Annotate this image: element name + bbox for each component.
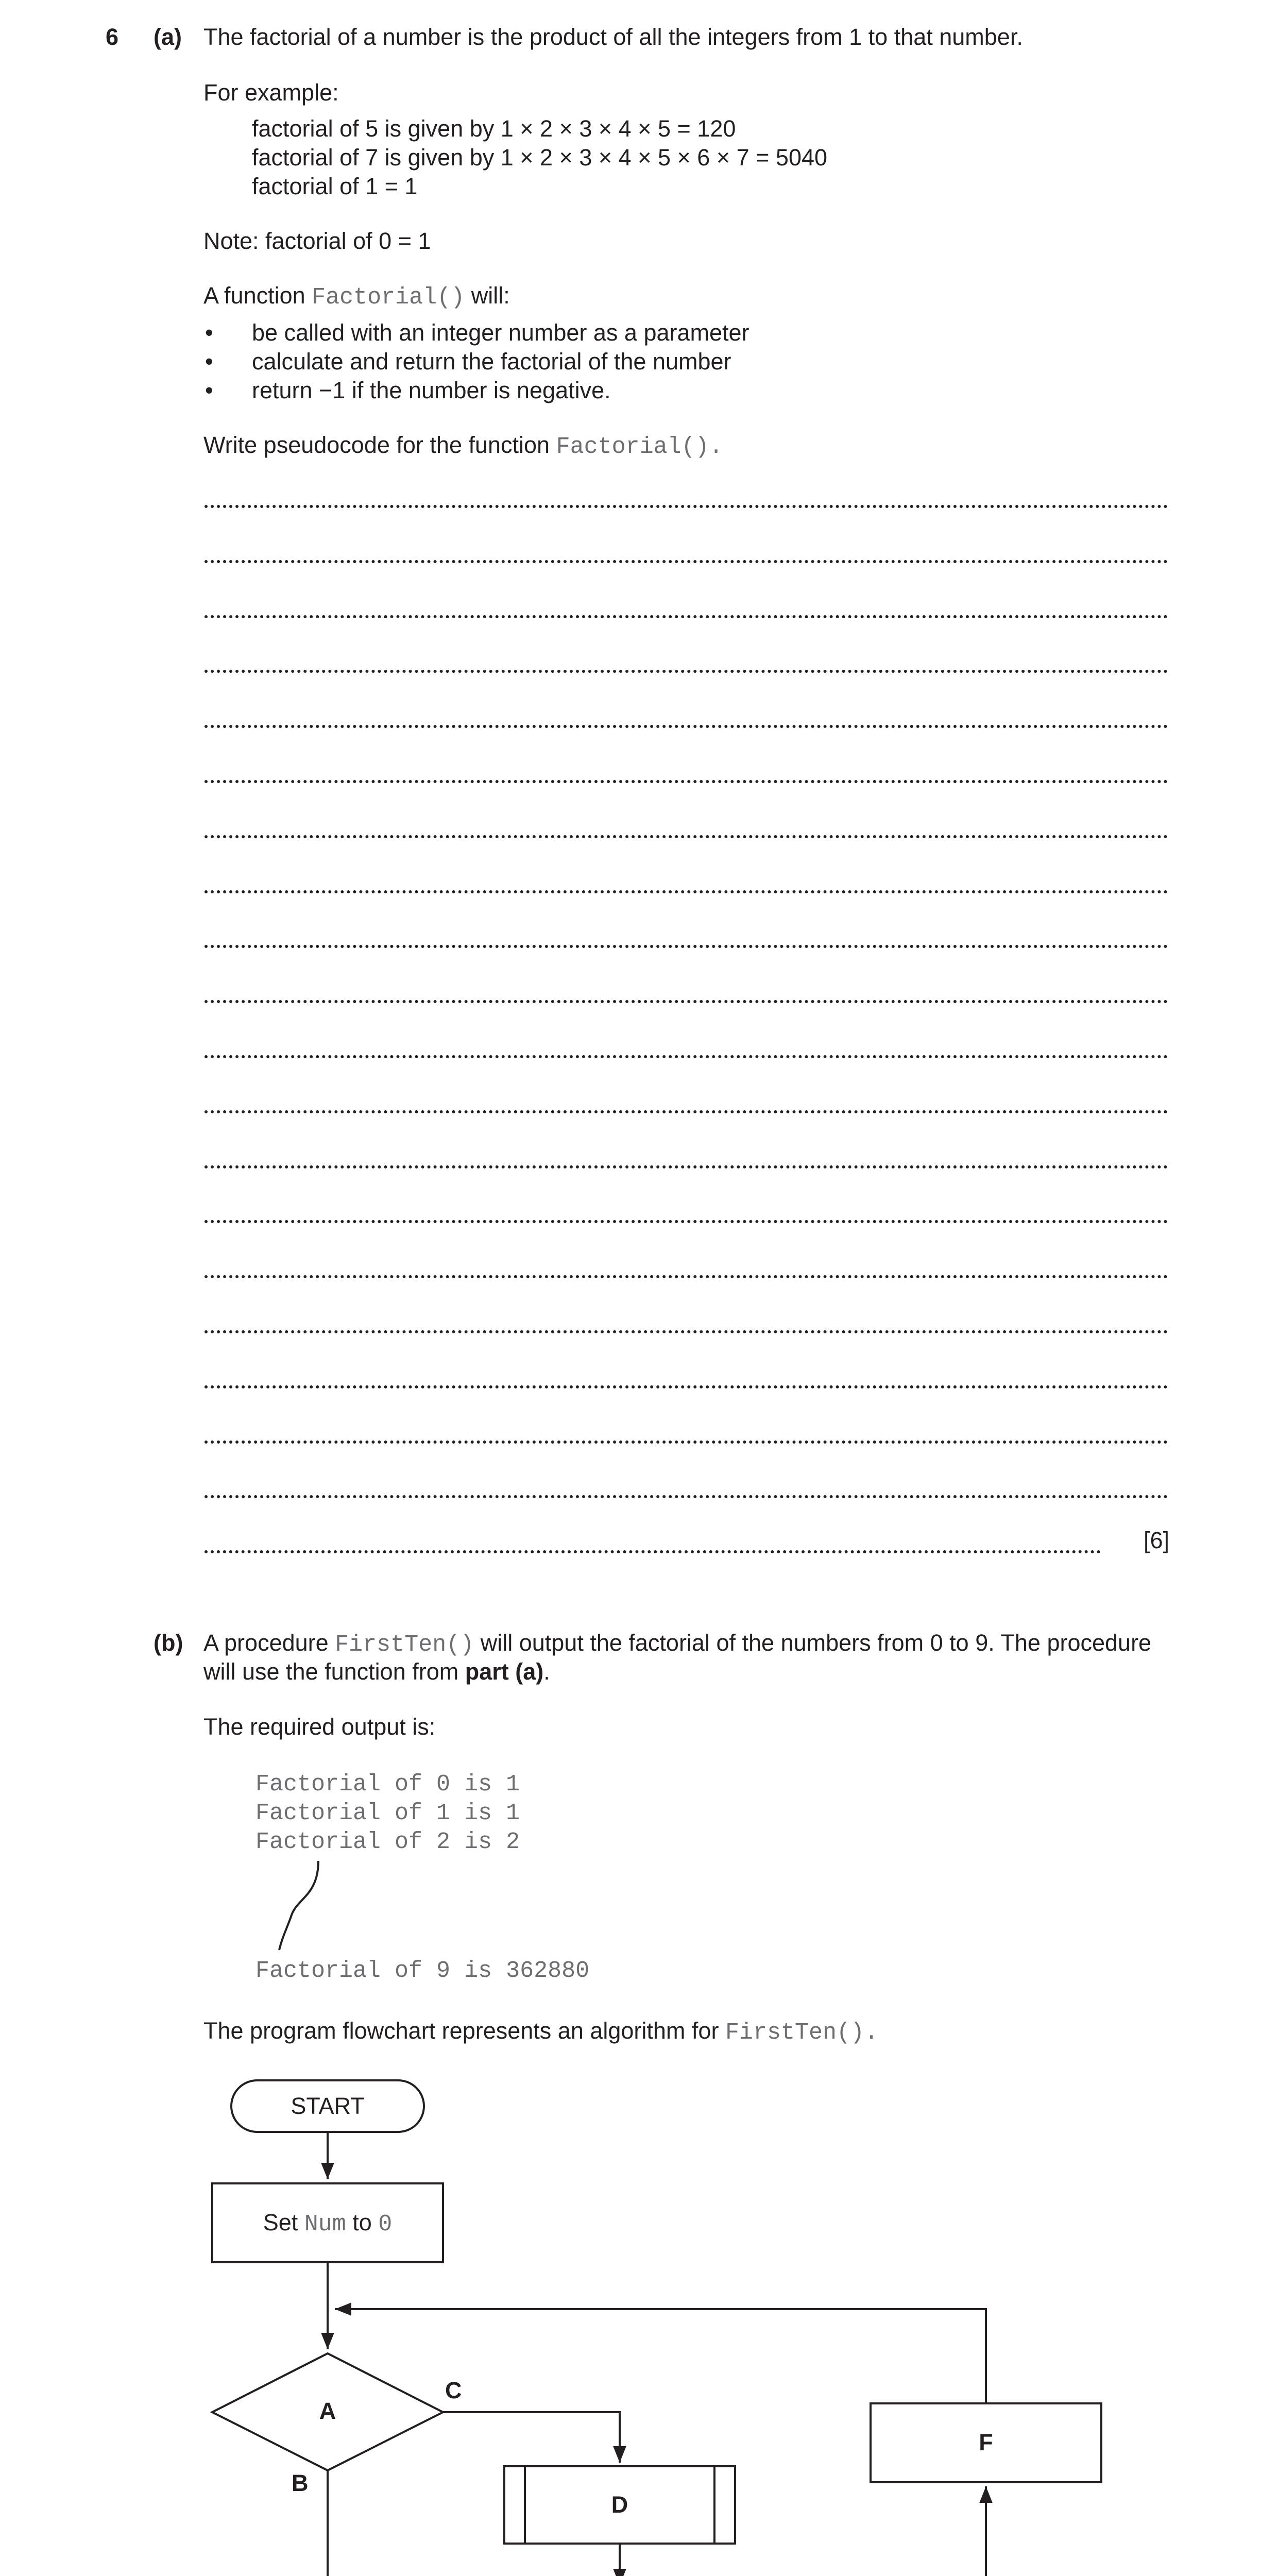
question-number: 6 (106, 24, 119, 50)
function-name-code: Factorial() (312, 284, 465, 311)
num-variable: Num (304, 2211, 346, 2238)
example-heading: For example: (203, 79, 339, 106)
process-label-f: F (979, 2429, 993, 2455)
arrow-c-to-d (443, 2412, 620, 2463)
bullet-2: calculate and return the factorial of the number (252, 348, 731, 375)
start-label: START (291, 2093, 365, 2119)
example-line-2: factorial of 7 is given by 1 × 2 × 3 × 4 × 5 × 6 × 7 = 5040 (252, 144, 828, 171)
note: Note: factorial of 0 = 1 (203, 228, 431, 254)
bullet-dot-3: • (205, 377, 213, 403)
output-line-1: Factorial of 0 is 1 (255, 1771, 520, 1798)
required-output-label: The required output is: (203, 1714, 436, 1740)
process-label-d: D (611, 2492, 628, 2518)
part-b-intro-text: A procedure (203, 1630, 335, 1656)
function-intro-text: A function (203, 282, 312, 309)
part-b-label: (b) (154, 1630, 183, 1656)
procedure-name-code: FirstTen() (335, 1632, 474, 1658)
instruction-text: Write pseudocode for the function (203, 432, 556, 458)
branch-label-c: C (445, 2377, 462, 2403)
example-line-1: factorial of 5 is given by 1 × 2 × 3 × 4 × 5 = 120 (252, 115, 736, 142)
set-text: Set (263, 2209, 304, 2235)
part-b-intro2-text: will use the function from (203, 1658, 465, 1685)
loop-return-arrow (335, 2309, 986, 2403)
part-reference: part (a) (465, 1658, 544, 1685)
function-intro-suffix: will: (465, 282, 510, 309)
output-line-2: Factorial of 1 is 1 (255, 1800, 520, 1826)
zero-value: 0 (378, 2211, 393, 2238)
flowchart-intro-code: FirstTen(). (725, 2020, 879, 2046)
output-line-3: Factorial of 2 is 2 (255, 1829, 520, 1855)
part-a-intro: The factorial of a number is the product of all the integers from 1 to that number. (203, 24, 1023, 50)
part-b-intro-suffix: will output the factorial of the numbers from 0 to 9. The procedure (474, 1630, 1152, 1656)
part-a-marks: [6] (1144, 1527, 1170, 1553)
bullet-dot-1: • (205, 319, 213, 346)
output-line-last: Factorial of 9 is 362880 (255, 1958, 590, 1984)
flowchart-intro-text: The program flowchart represents an algorithm for (203, 2018, 725, 2044)
part-b-intro2-suffix: . (543, 1658, 550, 1685)
bullet-3: return −1 if the number is negative. (252, 377, 611, 403)
instruction-code: Factorial(). (556, 434, 723, 460)
to-text: to (346, 2209, 379, 2235)
bullet-dot-2: • (205, 348, 213, 375)
part-a-label: (a) (154, 24, 182, 50)
example-line-3: factorial of 1 = 1 (252, 173, 418, 199)
set-num-label (212, 2208, 443, 2239)
decision-label-a: A (319, 2398, 336, 2424)
branch-label-b: B (292, 2470, 309, 2496)
bullet-1: be called with an integer number as a parameter (252, 319, 749, 346)
